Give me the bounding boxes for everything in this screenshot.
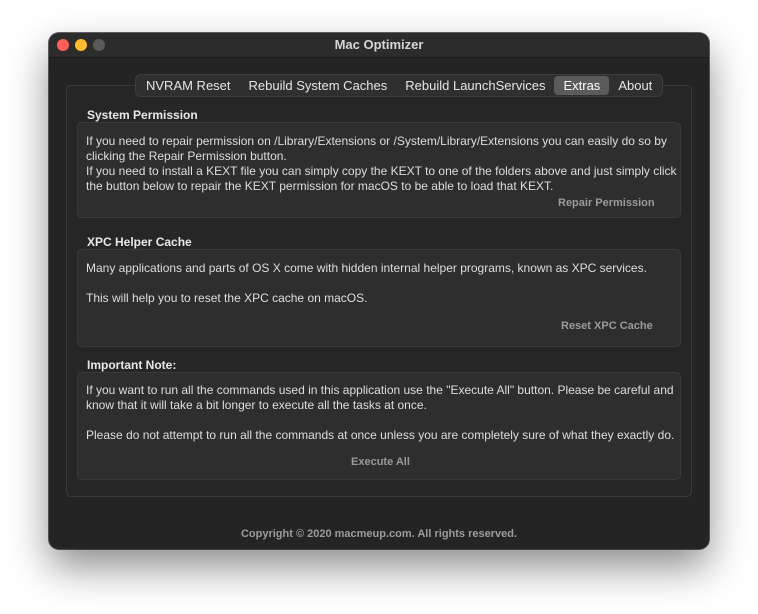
tab-about[interactable]: About [618, 78, 653, 93]
note-text-line-1: If you want to run all the commands used in this application use the "Execute All" button. Please be careful and [86, 383, 674, 397]
tab-bar [135, 74, 663, 97]
permission-text-line-4: the button below to repair the KEXT permission for macOS to be able to load that KEXT. [86, 179, 554, 193]
copyright-footer: Copyright © 2020 macmeup.com. All rights reserved. [240, 528, 518, 540]
xpc-helper-cache-group [77, 249, 681, 347]
close-button[interactable] [57, 39, 69, 51]
permission-text-line-3: If you need to install a KEXT file you can simply copy the KEXT to one of the folders above and just simply click [86, 164, 677, 178]
title-bar[interactable] [49, 33, 709, 58]
execute-all-button[interactable]: Execute All [351, 456, 410, 468]
repair-permission-button[interactable]: Repair Permission [558, 197, 655, 209]
tab-nvram-reset[interactable]: NVRAM Reset [146, 78, 231, 93]
xpc-text-line-2: This will help you to reset the XPC cache on macOS. [86, 291, 368, 305]
window-title: Mac Optimizer [334, 37, 424, 52]
xpc-text-line-1: Many applications and parts of OS X come with hidden internal helper programs, known as XPC services. [86, 261, 647, 275]
tab-rebuild-launchservices[interactable]: Rebuild LaunchServices [405, 78, 546, 93]
important-note-title: Important Note: [87, 358, 177, 372]
minimize-button[interactable] [75, 39, 87, 51]
permission-text-line-1: If you need to repair permission on /Library/Extensions or /System/Library/Extensions you can easily do so by [86, 134, 667, 148]
tab-rebuild-system-caches[interactable]: Rebuild System Caches [248, 78, 388, 93]
important-note-group [77, 372, 681, 480]
system-permission-title: System Permission [87, 108, 198, 122]
xpc-helper-cache-title: XPC Helper Cache [87, 235, 192, 249]
system-permission-group [77, 122, 681, 218]
tab-extras[interactable]: Extras [554, 76, 609, 95]
reset-xpc-cache-button[interactable]: Reset XPC Cache [561, 320, 653, 332]
app-window [49, 33, 709, 549]
note-text-line-3: Please do not attempt to run all the commands at once unless you are completely sure of what they exactly do. [86, 428, 675, 442]
note-text-line-2: know that it will take a bit longer to execute all the tasks at once. [86, 398, 427, 412]
zoom-button[interactable] [93, 39, 105, 51]
permission-text-line-2: clicking the Repair Permission button. [86, 149, 287, 163]
